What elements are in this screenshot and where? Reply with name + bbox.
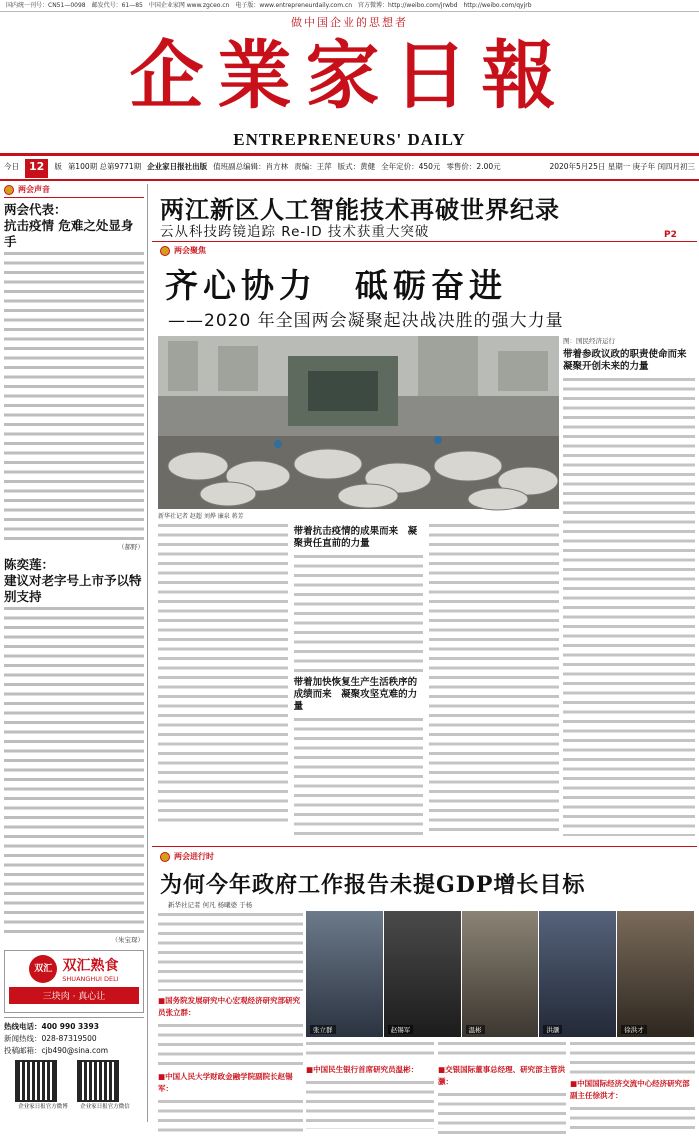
portrait xyxy=(462,911,540,1037)
lead-col-3 xyxy=(429,522,559,844)
ad-brand: 双汇熟食 xyxy=(62,958,119,974)
issue-number: 第100期 总第9771期 xyxy=(67,162,142,171)
duty-editor: 值班副总编辑：肖方林 xyxy=(213,162,289,171)
portrait xyxy=(617,911,695,1037)
issue-date: 2020年5月25日 星期一 庚子年 闰四月初三 xyxy=(549,162,695,171)
article2-title-line1: 陈奕莲： xyxy=(4,557,55,572)
ad-brand-en: SHUANGHUI DELI xyxy=(62,975,119,983)
top-info-strip: 国内统一刊号：CN51—0098 邮发代号：61—85 中国企业家网 www.zgceo.cn 电子版：www.entrepreneurdaily.com.cn 官方微博：http://weibo.com/jrwbd http://weibo.com/qyjrb xyxy=(0,0,699,12)
second-col-3 xyxy=(438,1040,566,1122)
body-text xyxy=(294,716,424,836)
factory-photo xyxy=(158,336,559,509)
second-headline[interactable]: 为何今年政府工作报告未提GDP增长目标 xyxy=(160,872,586,898)
news-hotline: 新闻热线：028-87319500 xyxy=(4,1034,97,1043)
body-text xyxy=(158,1022,303,1067)
emblem-icon xyxy=(160,246,170,256)
lead-headline[interactable]: 齐心协力 砥砺奋进 xyxy=(165,266,507,305)
article2-author: （朱宝琛） xyxy=(111,936,144,944)
article-title-line2: 抗击疫情 危难之处显身手 xyxy=(4,218,134,249)
qr-codes xyxy=(4,1060,144,1110)
section-label: 两会声音 xyxy=(18,185,50,194)
body-text xyxy=(570,1040,695,1074)
portrait-name: 赵锡军 xyxy=(388,1025,414,1034)
body-text xyxy=(563,376,695,836)
expert-2: ■中国人民大学财政金融学院副院长赵锡军： xyxy=(158,1072,293,1093)
masthead-english: ENTREPRENEURS' DAILY xyxy=(233,130,466,149)
body-text xyxy=(438,1040,566,1060)
shuanghui-advert xyxy=(4,950,144,1013)
second-col-2 xyxy=(306,1040,434,1122)
retail-price: 零售价：2.00元 xyxy=(446,162,501,171)
publisher: 企业家日报社出版 xyxy=(147,162,208,171)
body-text xyxy=(294,553,424,673)
section-tag-lianghui-focus xyxy=(160,245,206,256)
portrait xyxy=(306,911,384,1037)
banner-headline[interactable]: 两江新区人工智能技术再破世界纪录 xyxy=(160,195,560,224)
qr-code-icon[interactable] xyxy=(77,1060,119,1102)
article-author: （郝野） xyxy=(118,543,144,551)
portrait xyxy=(539,911,617,1037)
body-text xyxy=(158,1098,303,1138)
portrait-name: 张立群 xyxy=(310,1025,336,1034)
column-divider xyxy=(147,184,148,1122)
ad-slogan: 三块肉 · 真心让 xyxy=(9,987,139,1004)
section-tag-lianghui-voice xyxy=(4,184,144,198)
lead-col-2 xyxy=(294,522,424,844)
editor: 责编：王萍 xyxy=(294,162,332,171)
body-text xyxy=(429,522,559,832)
body-text xyxy=(306,1079,434,1129)
contact-block xyxy=(4,1017,144,1057)
photo-caption: 新华社记者 赵超 刘烨 廉泉 蒋芳 xyxy=(158,513,244,520)
banner-rule xyxy=(152,241,697,242)
ad-logo xyxy=(9,955,139,983)
masthead-title: 企業家日報 xyxy=(129,33,570,119)
expert-1: ■国务院发展研究中心宏观经济研究部研究员张立群： xyxy=(158,996,301,1017)
banner-page-ref[interactable]: P2 xyxy=(664,230,677,240)
today-label: 今日 xyxy=(4,162,19,171)
sub-heading-2: 带着加快恢复生产生活秩序的成绩而来 凝聚攻坚克难的力量 xyxy=(293,677,418,712)
lead-right-column xyxy=(563,336,695,844)
body-text xyxy=(570,1105,695,1135)
body-text xyxy=(306,1040,434,1060)
right-byline: 图：国民经济运行 xyxy=(563,337,615,345)
portrait-name: 洪灏 xyxy=(543,1025,562,1034)
section-label: 两会进行时 xyxy=(174,852,214,861)
article-body-text xyxy=(4,250,144,542)
qr-code-icon[interactable] xyxy=(15,1060,57,1102)
portrait-name: 徐洪才 xyxy=(621,1025,647,1034)
lead-subhead: ——2020 年全国两会凝聚起决战决胜的强大力量 xyxy=(168,311,564,331)
hotline: 热线电话：400 990 3393 xyxy=(4,1022,99,1031)
expert-5: ■中国国际经济交流中心经济研究部副主任徐洪才： xyxy=(570,1079,690,1100)
section-label: 两会聚焦 xyxy=(174,246,206,255)
article2-body-text xyxy=(4,605,144,935)
body-text xyxy=(158,522,288,822)
emblem-icon xyxy=(160,852,170,862)
emblem-icon xyxy=(4,185,14,195)
qr-label: 企业家日报官方微博 xyxy=(18,1104,68,1110)
portrait xyxy=(384,911,462,1037)
expert-portraits xyxy=(306,911,695,1037)
submission-email: 投稿邮箱：cjb490@sina.com xyxy=(4,1046,109,1055)
expert-3: ■中国民生银行首席研究员温彬： xyxy=(306,1065,419,1074)
qr-label: 企业家日报官方微信 xyxy=(80,1104,130,1110)
body-text xyxy=(438,1091,566,1136)
shuanghui-logo-icon: 双汇 xyxy=(29,955,57,983)
second-col-4 xyxy=(570,1040,695,1122)
sub-heading-1: 带着抗击疫情的成果而来 凝聚责任直前的力量 xyxy=(293,526,418,549)
lead-body xyxy=(158,522,559,844)
section-divider xyxy=(152,846,697,847)
banner-subhead: 云从科技跨镜追踪 Re-ID 技术获重大突破 xyxy=(160,224,430,240)
info-rule xyxy=(0,179,699,181)
portrait-name: 温彬 xyxy=(466,1025,485,1034)
right-sub-heading: 带着参政议政的职责使命而来 凝聚开创未来的力量 xyxy=(563,349,697,372)
edition-label: 版 xyxy=(54,162,62,171)
lead-col-1 xyxy=(158,522,288,844)
article-title-line1: 两会代表： xyxy=(4,202,67,217)
expert-4: ■交银国际董事总经理、研究部主管洪灏： xyxy=(438,1065,566,1086)
masthead-slogan: 做中国企业的思想者 xyxy=(291,16,408,29)
second-col-1 xyxy=(158,911,303,1122)
page-count: 12 xyxy=(25,159,48,178)
left-column xyxy=(4,184,144,1122)
designer: 版式：黄健 xyxy=(337,162,376,171)
issue-info-bar xyxy=(0,156,699,178)
body-text xyxy=(158,911,303,991)
article2-title-line2: 建议对老字号上市予以特别支持 xyxy=(4,573,142,604)
section-tag-lianghui-now xyxy=(160,851,214,862)
second-byline: 新华社记者 何凡 杨曦婆 于杨 xyxy=(168,901,253,909)
annual-price: 全年定价：450元 xyxy=(381,162,441,171)
